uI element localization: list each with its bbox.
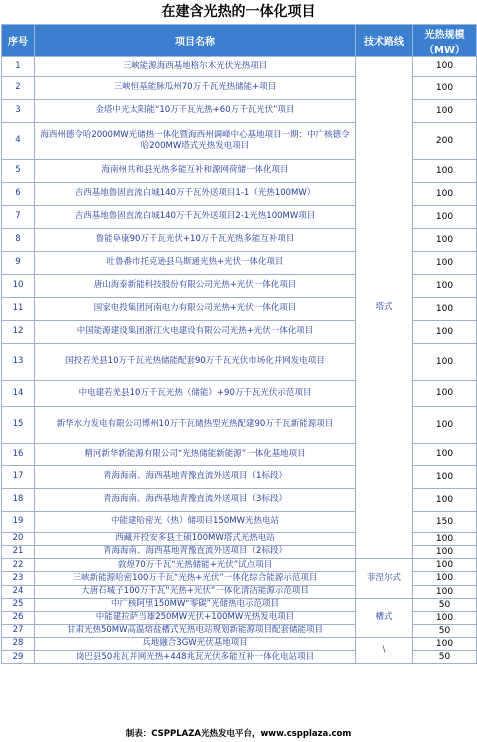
route-other: \ [356, 638, 413, 664]
row-no: 26 [2, 611, 35, 624]
row-no: 7 [2, 206, 35, 229]
row-capacity: 100 [413, 407, 477, 444]
row-name: 三峡恒基能脉瓜州70万千瓦光热储能+项目 [35, 77, 356, 100]
row-capacity: 100 [413, 546, 477, 559]
row-capacity: 100 [413, 344, 477, 381]
row-name: 精河新华新能源有限公司“光热储能新能源”一体化基地项目 [35, 444, 356, 466]
row-no: 24 [2, 585, 35, 598]
row-no: 17 [2, 466, 35, 489]
row-name: 中国能源建设集团浙江火电建设有限公司光热+光伏一体化项目 [35, 321, 356, 344]
row-no: 14 [2, 381, 35, 407]
row-name: 吉西基地鲁固直流白城140万千瓦外送项目2-1光热100MW项目 [35, 206, 356, 229]
row-name: 兵地融合3GW光伏基地项目 [35, 638, 356, 651]
row-name: 大唐石城子100万千瓦“光热+光伏”一体化清洁能源示范项目 [35, 585, 356, 598]
row-capacity: 50 [413, 598, 477, 611]
row-name: 吉西基地鲁固直流白城140万千瓦外送项目1-1（光热100MW） [35, 183, 356, 206]
row-capacity: 100 [413, 321, 477, 344]
row-name: 国投若羌县10万千瓦光热储能配套90万千瓦光伏市场化并网发电项目 [35, 344, 356, 381]
row-capacity: 100 [413, 444, 477, 466]
header-capacity [413, 25, 477, 57]
row-no: 18 [2, 489, 35, 512]
row-no: 20 [2, 533, 35, 546]
header-route: 技术路线 [356, 25, 413, 57]
row-no: 21 [2, 546, 35, 559]
row-capacity: 100 [413, 466, 477, 489]
row-capacity: 100 [413, 572, 477, 585]
row-name: 青海海南、海西基地青豫直流外送项目（2标段） [35, 546, 356, 559]
row-name: 新华水力发电有限公司博州10万千瓦储热型光热配建90万千瓦新能源项目 [35, 407, 356, 444]
row-no: 4 [2, 123, 35, 160]
table-row [2, 638, 477, 651]
row-capacity: 100 [413, 100, 477, 123]
row-name: 青海海南、海西基地青豫直流外送项目（3标段） [35, 489, 356, 512]
table-row [2, 598, 477, 611]
row-no: 23 [2, 572, 35, 585]
route-fresnel: 菲涅尔式 [356, 559, 413, 598]
row-no: 13 [2, 344, 35, 381]
row-name: 中能建拉萨当雄250MW光伏+100MW光热发电项目 [35, 611, 356, 624]
row-capacity: 100 [413, 585, 477, 598]
row-capacity: 100 [413, 229, 477, 252]
row-capacity: 50 [413, 651, 477, 664]
row-capacity: 100 [413, 298, 477, 321]
row-no: 27 [2, 624, 35, 637]
row-no: 29 [2, 651, 35, 664]
table-body [2, 57, 477, 664]
row-name: 中电建若羌县10万千瓦光热（储能）+90万千瓦光伏示范项目 [35, 381, 356, 407]
row-name: 中能建哈密光（热）储项目150MW光热电站 [35, 512, 356, 533]
row-name: 岗巴县50兆瓦并网光热+448兆瓦光伏多能互补一体化电站项目 [35, 651, 356, 664]
row-capacity: 100 [413, 77, 477, 100]
row-capacity: 100 [413, 638, 477, 651]
route-trough: 槽式 [356, 598, 413, 637]
row-no: 1 [2, 57, 35, 77]
row-no: 25 [2, 598, 35, 611]
footer-credit: 制表：CSPPLAZA光热发电平台，www.cspplaza.com [125, 729, 352, 739]
row-name: 吐鲁番市托克逊县乌斯通光热+光伏一体化项目 [35, 252, 356, 275]
table-row [2, 559, 477, 572]
row-no: 2 [2, 77, 35, 100]
row-capacity: 100 [413, 160, 477, 183]
row-name: 唐山海泰新能科技股份有限公司光热+光伏一体化项目 [35, 275, 356, 298]
row-name: 青海海南、海西基地青豫直流外送项目（1标段） [35, 466, 356, 489]
header-no: 序号 [2, 25, 35, 57]
row-capacity: 100 [413, 611, 477, 624]
row-name: 三峡新能源哈密100万千瓦“光热+光伏”一体化综合能源示范项目 [35, 572, 356, 585]
row-name: 甘肃光热50MW高温熔盐槽式光热电站规划新能源项目配套储能项目 [35, 624, 356, 637]
row-capacity: 100 [413, 489, 477, 512]
row-name: 中广核阿里150MW“零碳”光储热电示范项目 [35, 598, 356, 611]
header-capacity-line2: （MW） [424, 44, 465, 56]
row-capacity: 200 [413, 123, 477, 160]
row-no: 3 [2, 100, 35, 123]
row-name: 海西州德令哈2000MW光储热一体化暨海西州调峰中心基地项目一期：中广核德令哈200MW塔式光热发电项目 [35, 123, 356, 160]
row-capacity: 100 [413, 559, 477, 572]
row-no: 6 [2, 183, 35, 206]
row-capacity: 50 [413, 624, 477, 637]
header-capacity-line1: 光热规模 [424, 29, 465, 41]
row-name: 三峡能源海西基地格尔木光伏光热项目 [35, 57, 356, 77]
row-name: 鲁能阜康90万千瓦光伏+10万千瓦光热多能互补项目 [35, 229, 356, 252]
route-tower: 塔式 [356, 57, 413, 559]
projects-table [1, 24, 477, 664]
row-name: 西藏开投安多县土硕100MW塔式光热电站 [35, 533, 356, 546]
row-capacity: 150 [413, 512, 477, 533]
table-header-row [2, 25, 477, 57]
row-capacity: 100 [413, 275, 477, 298]
page-title: 在建含光热的一体化项目 [161, 4, 316, 20]
row-no: 11 [2, 298, 35, 321]
table-row [2, 57, 477, 77]
row-no: 15 [2, 407, 35, 444]
row-no: 12 [2, 321, 35, 344]
header-name: 项目名称 [35, 25, 356, 57]
row-capacity: 100 [413, 183, 477, 206]
row-name: 金塔中光太阳能“10万千瓦光热+60万千瓦光伏”项目 [35, 100, 356, 123]
row-capacity: 100 [413, 381, 477, 407]
row-name: 国家电投集团河南电力有限公司光热+光伏一体化项目 [35, 298, 356, 321]
row-capacity: 100 [413, 57, 477, 77]
row-no: 10 [2, 275, 35, 298]
row-capacity: 100 [413, 206, 477, 229]
row-capacity: 100 [413, 252, 477, 275]
row-name: 敦煌70万千瓦“光热储能+光伏”试点项目 [35, 559, 356, 572]
row-no: 5 [2, 160, 35, 183]
row-no: 16 [2, 444, 35, 466]
row-no: 19 [2, 512, 35, 533]
row-name: 海南州共和县光热多能互补和源网荷储一体化项目 [35, 160, 356, 183]
row-no: 8 [2, 229, 35, 252]
row-no: 9 [2, 252, 35, 275]
row-capacity: 100 [413, 533, 477, 546]
row-no: 28 [2, 638, 35, 651]
row-no: 22 [2, 559, 35, 572]
